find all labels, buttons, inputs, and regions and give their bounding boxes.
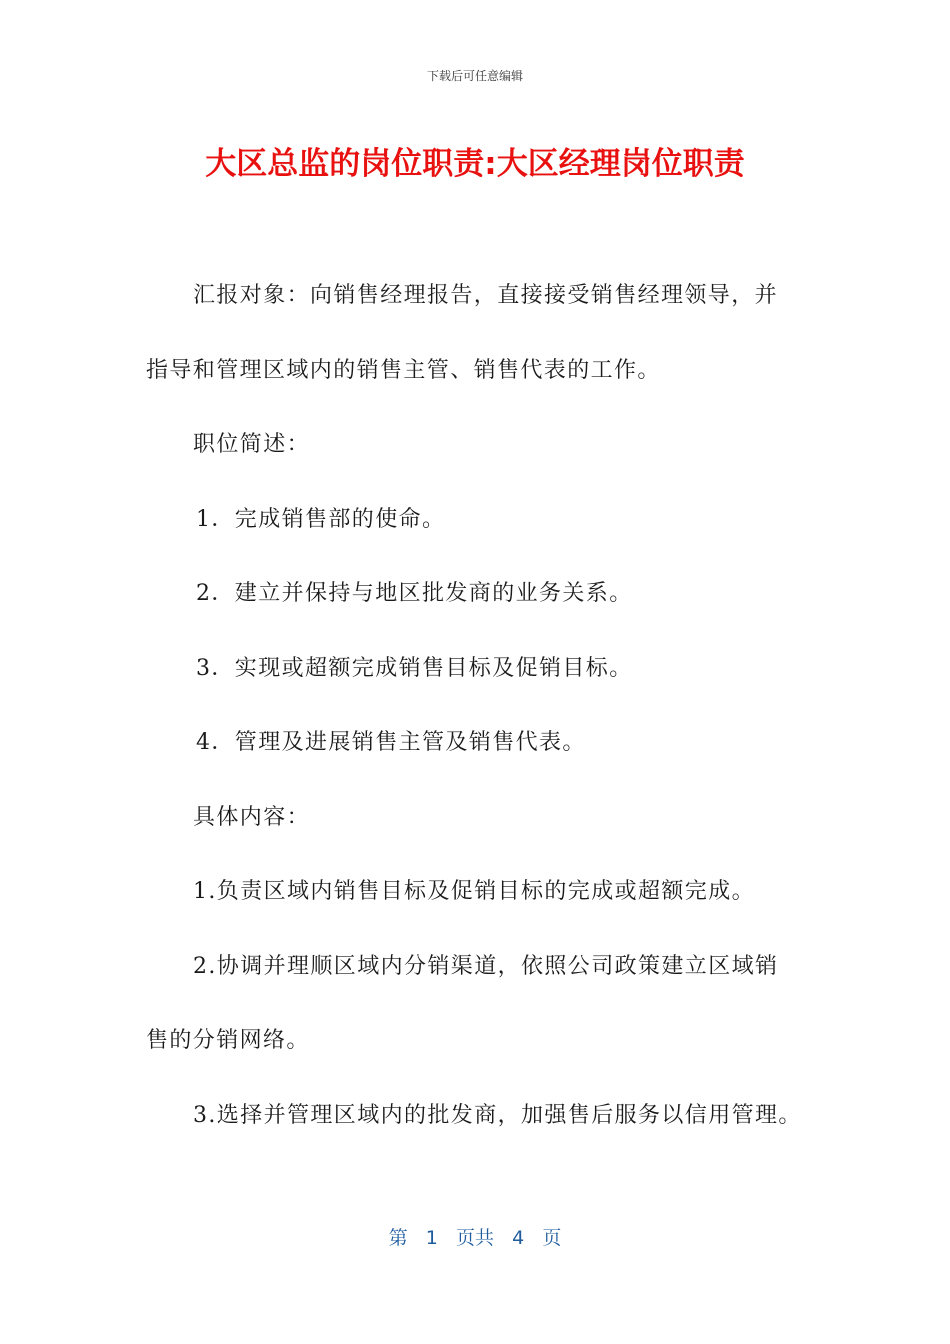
summary-item-4: 4．管理及进展销售主管及销售代表。 — [196, 730, 586, 755]
summary-item-3: 3．实现或超额完成销售目标及促销目标。 — [196, 655, 633, 681]
paragraph-report-to-continued: 指导和管理区域内的销售主管、销售代表的工作。 — [146, 357, 661, 383]
summary-item-2: 2．建立并保持与地区批发商的业务关系。 — [196, 581, 633, 606]
document-body — [146, 272, 806, 1166]
footer-suffix: 页 — [542, 1227, 562, 1249]
detail-item-1: 1.负责区域内销售目标及促销目标的完成或超额完成。 — [193, 879, 755, 904]
detail-item-2-continued: 售的分销网络。 — [146, 1028, 310, 1053]
footer-current-page: 1 — [425, 1227, 438, 1249]
detail-item-2: 2.协调并理顺区域内分销渠道，依照公司政策建立区域销 — [193, 953, 779, 979]
paragraph-report-to: 汇报对象：向销售经理报告，直接接受销售经理领导，并 — [193, 283, 779, 308]
footer-total-pages: 4 — [512, 1227, 525, 1249]
footer-middle: 页共 — [455, 1227, 494, 1249]
heading-position-summary: 职位简述： — [193, 432, 311, 457]
page-header: 下载后可任意编辑 — [426, 69, 523, 83]
page-footer — [0, 1224, 950, 1252]
summary-item-1: 1．完成销售部的使命。 — [196, 506, 446, 532]
footer-prefix: 第 — [388, 1227, 408, 1249]
heading-details: 具体内容： — [193, 804, 311, 830]
detail-item-3: 3.选择并管理区域内的批发商，加强售后服务以信用管理。 — [193, 1102, 802, 1128]
document-title: 大区总监的岗位职责:大区经理岗位职责 — [205, 146, 745, 182]
